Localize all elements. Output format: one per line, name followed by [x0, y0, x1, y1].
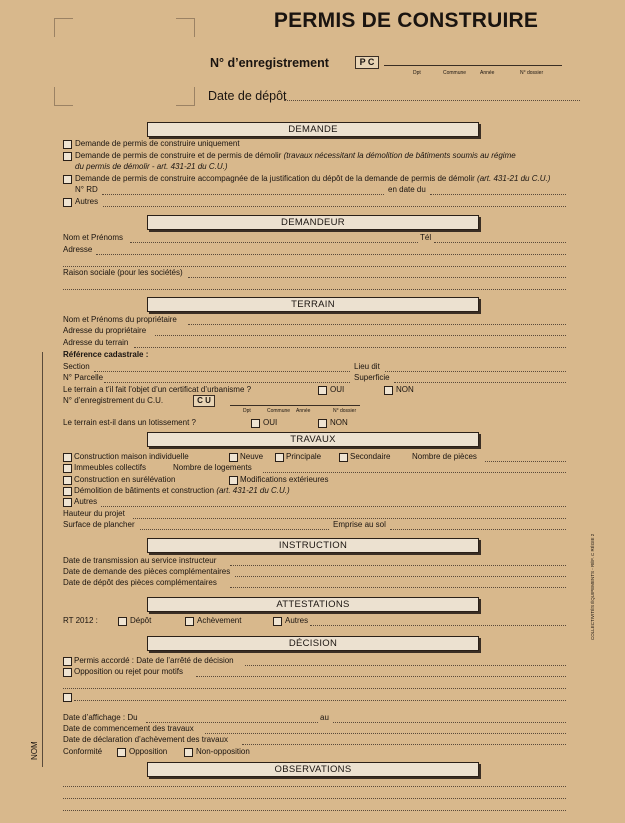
maison-label: Construction maison individuelle	[74, 452, 189, 461]
demande-autres-field[interactable]	[103, 206, 566, 207]
conformite-opposition-checkbox[interactable]	[117, 748, 126, 757]
demande-pieces-label: Date de demande des pièces complémentaires	[63, 567, 231, 576]
secondaire-checkbox[interactable]	[339, 453, 348, 462]
cu-field[interactable]	[230, 397, 360, 406]
lieu-dit-label: Lieu dit	[354, 362, 380, 371]
neuve-checkbox[interactable]	[229, 453, 238, 462]
adresse-prop-label: Adresse du propriétaire	[63, 326, 147, 335]
surelevation-label: Construction en surélévation	[74, 475, 176, 484]
demande-opt2-checkbox[interactable]	[63, 152, 72, 161]
demande-pieces-field[interactable]	[235, 576, 566, 577]
cu-sub-dpt: Dpt	[243, 408, 251, 414]
demande-autres-checkbox[interactable]	[63, 198, 72, 207]
proprietaire-label: Nom et Prénoms du propriétaire	[63, 315, 177, 324]
section-label: Section	[63, 362, 90, 371]
section-terrain: TERRAIN	[147, 297, 479, 312]
demolition-label: Démolition de bâtiments et construction (art. 431-21 du C.U.)	[74, 486, 290, 495]
nb-logements-field[interactable]	[263, 472, 566, 473]
modif-ext-checkbox[interactable]	[229, 476, 238, 485]
travaux-autres-label: Autres	[74, 497, 98, 506]
corner-mark	[54, 87, 73, 106]
adresse-terrain-field[interactable]	[134, 347, 566, 348]
accorde-checkbox[interactable]	[63, 657, 72, 666]
rt-depot-label: Dépôt	[130, 616, 152, 625]
demande-opt3-label: Demande de permis de construire accompagnée de la justification du dépôt de la demande de permis de démolir (art. 431-21 du C.U.)	[75, 174, 551, 183]
certificat-non-checkbox[interactable]	[384, 386, 393, 395]
decision-other-field[interactable]	[74, 700, 566, 701]
rt-label: RT 2012 :	[63, 616, 98, 625]
lieu-dit-field[interactable]	[385, 371, 566, 372]
adresse-terrain-label: Adresse du terrain	[63, 338, 129, 347]
sub-commune: Commune	[443, 70, 467, 76]
immeubles-label: Immeubles collectifs	[74, 463, 147, 472]
tel-field[interactable]	[434, 242, 566, 243]
nom-label: Nom et Prénoms	[63, 233, 124, 242]
rd-field[interactable]	[102, 194, 384, 195]
rt-autres-checkbox[interactable]	[273, 617, 282, 626]
conformite-non-opposition-checkbox[interactable]	[184, 748, 193, 757]
en-date-field[interactable]	[430, 194, 566, 195]
date-depot-label: Date de dépôt	[208, 89, 287, 103]
section-demande: DEMANDE	[147, 122, 479, 137]
modif-ext-label: Modifications extérieures	[240, 475, 329, 484]
opposition-rejet-field[interactable]	[196, 676, 566, 677]
adresse-label: Adresse	[63, 245, 93, 254]
date-depot-field[interactable]	[284, 100, 580, 101]
certificat-label: Le terrain a t’il fait l’objet d’un certificat d’urbanisme ?	[63, 385, 252, 394]
emprise-field[interactable]	[390, 529, 566, 530]
section-attestations: ATTESTATIONS	[147, 597, 479, 612]
depot-pieces-label: Date de dépôt des pièces complémentaires	[63, 578, 217, 587]
certificat-non-label: NON	[396, 385, 414, 394]
adresse-prop-field[interactable]	[155, 335, 566, 336]
parcelle-field[interactable]	[104, 382, 350, 383]
conformite-opposition-label: Opposition	[129, 747, 168, 756]
nb-pieces-field[interactable]	[485, 461, 566, 462]
surface-plancher-label: Surface de plancher	[63, 520, 135, 529]
section-decision: DÉCISION	[147, 636, 479, 651]
ref-cadastrale-label: Référence cadastrale :	[63, 350, 149, 359]
corner-mark	[176, 18, 195, 37]
pc-code-box: P C	[355, 56, 379, 69]
demande-opt1-checkbox[interactable]	[63, 140, 72, 149]
travaux-autres-checkbox[interactable]	[63, 498, 72, 507]
rt-achevement-label: Achèvement	[197, 616, 242, 625]
affichage-label: Date d’affichage : Du	[63, 713, 138, 722]
lotissement-non-label: NON	[330, 418, 348, 427]
proprietaire-field[interactable]	[188, 324, 566, 325]
neuve-label: Neuve	[240, 452, 264, 461]
secondaire-label: Secondaire	[350, 452, 391, 461]
depot-pieces-field[interactable]	[230, 587, 566, 588]
opposition-rejet-field-2[interactable]	[63, 688, 566, 689]
sub-annee: Année	[480, 70, 495, 76]
nom-field[interactable]	[130, 242, 418, 243]
nb-logements-label: Nombre de logements	[173, 463, 252, 472]
achevement-label: Date de déclaration d’achèvement des travaux	[63, 735, 228, 744]
observations-line[interactable]	[63, 810, 566, 811]
surelevation-checkbox[interactable]	[63, 476, 72, 485]
demande-autres-label: Autres	[75, 197, 99, 206]
demande-opt2-note: du permis de démolir - art. 431-21 du C.U.)	[75, 162, 228, 171]
transmission-field[interactable]	[230, 565, 566, 566]
registration-label: N° d’enregistrement	[210, 56, 329, 70]
tel-label: Tél	[420, 233, 432, 242]
superficie-label: Superficie	[354, 373, 390, 382]
margin-nom-label: NOM	[30, 741, 39, 760]
demande-opt2-label: Demande de permis de construire et de permis de démolir (travaux nécessitant la démolition de bâtiments soumis au régime	[75, 151, 516, 160]
corner-mark	[54, 18, 73, 37]
cu-code-box: C U	[193, 395, 215, 407]
opposition-rejet-checkbox[interactable]	[63, 668, 72, 677]
rt-autres-label: Autres	[285, 616, 309, 625]
adresse-field[interactable]	[96, 254, 566, 255]
principale-checkbox[interactable]	[275, 453, 284, 462]
certificat-oui-checkbox[interactable]	[318, 386, 327, 395]
opposition-rejet-label: Opposition ou rejet pour motifs	[74, 667, 183, 676]
demande-opt3-checkbox[interactable]	[63, 175, 72, 184]
affichage-au-field[interactable]	[333, 722, 566, 723]
conformite-non-opposition-label: Non-opposition	[196, 747, 250, 756]
section-field[interactable]	[94, 371, 350, 372]
maison-checkbox[interactable]	[63, 453, 72, 462]
superficie-field[interactable]	[394, 382, 566, 383]
decision-other-checkbox[interactable]	[63, 693, 72, 702]
observations-line[interactable]	[63, 786, 566, 787]
lotissement-oui-checkbox[interactable]	[251, 419, 260, 428]
cu-label: N° d’enregistrement du C.U.	[63, 396, 164, 405]
accorde-field[interactable]	[245, 665, 566, 666]
hauteur-label: Hauteur du projet	[63, 509, 125, 518]
sub-dossier: N° dossier	[520, 70, 544, 76]
rd-label: N° RD	[75, 185, 98, 194]
transmission-label: Date de transmission au service instructeur	[63, 556, 217, 565]
certificat-oui-label: OUI	[330, 385, 345, 394]
conformite-label: Conformité	[63, 747, 103, 756]
rt-autres-field[interactable]	[310, 625, 566, 626]
achevement-field[interactable]	[242, 744, 566, 745]
demolition-checkbox[interactable]	[63, 487, 72, 496]
corner-mark	[176, 87, 195, 106]
page-title: PERMIS DE CONSTRUIRE	[273, 9, 539, 32]
section-instruction: INSTRUCTION	[147, 538, 479, 553]
rt-depot-checkbox[interactable]	[118, 617, 127, 626]
raison-label: Raison sociale (pour les sociétés)	[63, 268, 183, 277]
margin-rule	[42, 352, 43, 767]
lotissement-oui-label: OUI	[263, 418, 278, 427]
affichage-au-label: au	[320, 713, 329, 722]
lotissement-non-checkbox[interactable]	[318, 419, 327, 428]
section-demandeur: DEMANDEUR	[147, 215, 479, 230]
section-travaux: TRAVAUX	[147, 432, 479, 447]
demande-opt1-label: Demande de permis de construire uniquement	[75, 139, 240, 148]
nb-pieces-label: Nombre de pièces	[412, 452, 477, 461]
lotissement-label: Le terrain est-il dans un lotissement ?	[63, 418, 196, 427]
side-reference: COLLECTIVITÉS ÉQUIPEMENTS - RÉF. C RÉGIE 2	[590, 533, 595, 640]
immeubles-checkbox[interactable]	[63, 464, 72, 473]
accorde-label: Permis accordé : Date de l’arrêté de décision	[74, 656, 234, 665]
commencement-label: Date de commencement des travaux	[63, 724, 194, 733]
surface-plancher-field[interactable]	[140, 529, 329, 530]
observations-line[interactable]	[63, 798, 566, 799]
parcelle-label: N° Parcelle	[63, 373, 104, 382]
cu-sub-dossier: N° dossier	[333, 408, 357, 414]
travaux-autres-field[interactable]	[101, 506, 566, 507]
raison-field[interactable]	[188, 277, 566, 278]
sub-dpt: Dpt	[413, 70, 421, 76]
registration-field[interactable]	[384, 57, 562, 66]
rt-achevement-checkbox[interactable]	[185, 617, 194, 626]
principale-label: Principale	[286, 452, 322, 461]
en-date-label: en date du	[388, 185, 426, 194]
cu-sub-annee: Année	[296, 408, 311, 414]
raison-field-2[interactable]	[63, 289, 566, 290]
commencement-field[interactable]	[205, 733, 566, 734]
emprise-label: Emprise au sol	[333, 520, 386, 529]
cu-sub-commune: Commune	[267, 408, 291, 414]
section-observations: OBSERVATIONS	[147, 762, 479, 777]
